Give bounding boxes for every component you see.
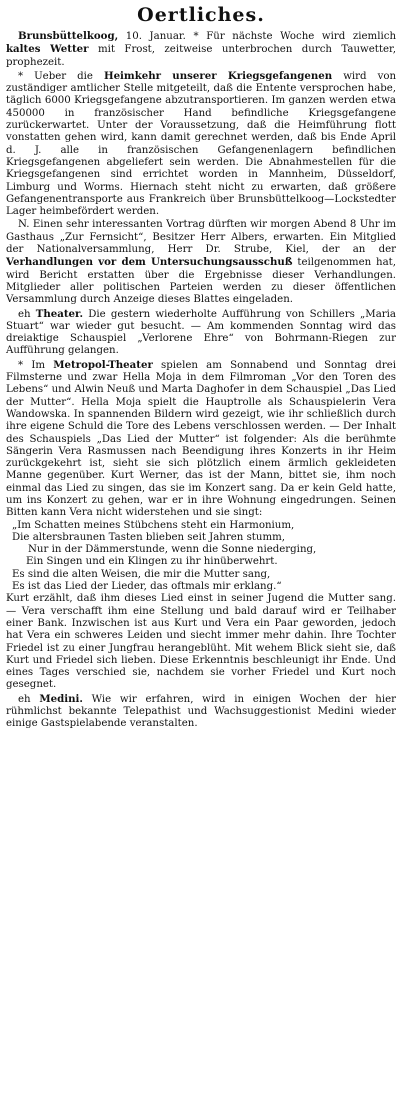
weather-paragraph (6, 30, 396, 69)
weather-text-post: mit Frost, zeitweise unterbrochen durch Tauwetter, prophezeit. (6, 44, 396, 68)
weather-text-bold: kaltes Wetter (6, 43, 89, 56)
metropol-text-pre: * Im (18, 359, 54, 371)
theater-text-pre: eh (18, 308, 36, 320)
metropol-paragraph (6, 359, 396, 520)
weather-text-pre: * Für nächste Woche wird ziemlich (193, 31, 396, 42)
verse-line: Ein Singen und ein Klingen zu ihr hinüberwehrt. (26, 556, 278, 568)
metropol-text-post: spielen am Sonnabend und Sonntag drei Filmsterne und zwar Hella Moja in dem Filmroman „Vor den Toren des Lebens“ und Alwin Neuß und Marta Daghofer in dem Schauspiel „Das Lied der Mutter“. Hella Moja spielt die Hauptrolle als Schauspielerin Vera Wandowska. In spannenden Bildern wird gezeigt, wie ihr schließlich durch ihre eigene Schuld die Tore des Lebens verschlossen werden. — Der Inhalt des Schauspiels „Das Lied der Mutter“ ist folgender: Als die berühmte Sängerin Vera Rasmussen nach Beendigung ihres Konzerts in ihr Heim zurückgekehrt ist, sieht sie sich plötzlich einem ärmlich gekleideten Manne gegenüber. Kurt Werner, das ist der Mann, bittet sie, ihm noch einmal das Lied zu singen, das sie im Konzert sang. Da er kein Geld hatte, um ins Konzert zu gehen, war er in ihre Wohnung eingedrungen. Seinen Bitten kann Vera nicht widerstehen und sie singt: (6, 359, 396, 519)
verse-line: Es sind die alten Weisen, die mir die Mutter sang, (12, 568, 271, 580)
dateline-place: Brunsbüttelkoog, (18, 30, 119, 42)
verse-line: Nur in der Dämmerstunde, wenn die Sonne niederging, (28, 544, 317, 556)
medini-text-post: Wie wir erfahren, wird in einigen Wochen der hier rühmlichst bekannte Telepathist und Wachsuggestionist Medini wieder einige Gastspielabende veranstalten. (6, 693, 396, 730)
story-paragraph: Kurt erzählt, daß ihm dieses Lied einst in seiner Jugend die Mutter sang. — Vera verschafft ihm eine Stellung und bald darauf wird er Teilhaber einer Bank. Inzwischen ist aus Kurt und Vera ein Paar geworden, jedoch hat Vera ein schweres Leiden und siecht immer mehr dahin. Ihre Tochter Friedel ist zu einer Jungfrau herangeblüht. Mit wehem Blick sieht sie, daß Kurt und Friedel sich lieben. Diese Erkenntnis beschleunigt ihr Ende. Und eines Tages verschied sie, nachdem sie vorher Friedel und Kurt noch gesegnet. (6, 593, 396, 691)
medini-paragraph (6, 693, 396, 731)
pow-text-pre: * Ueber die (18, 70, 104, 82)
dateline-date: 10. Januar. (125, 31, 186, 42)
theater-text-post: Die gestern wiederholte Aufführung von Schillers „Maria Stuart“ war wieder gut besucht. — Am kommenden Sonntag wird das dreiaktige Schauspiel „Verlorene Ehre“ von Bohrmann-Riegen zur Aufführung gelangen. (6, 308, 396, 357)
theater-text-bold: Theater. (35, 307, 84, 320)
lecture-text-pre: N. Einen sehr interessanten Vortrag dürften wir morgen Abend 8 Uhr im Gasthaus „Zur Fernsicht“, Besitzer Herr Albers, erwarten. Ein Mitglied der Nationalversammlung, Herr Dr. Strube, Kiel, der an der (6, 219, 396, 256)
lecture-paragraph (6, 219, 396, 306)
lecture-text-bold: Verhandlungen vor dem Untersuchungsausschuß (6, 256, 293, 269)
pow-text-post: wird von zuständiger amtlicher Stelle mitgeteilt, daß die Entente versprochen habe, täglich 6000 Kriegsgefangene abzutransportieren. Im ganzen werden etwa 450000 in französischer Hand befindliche Kriegsgefangene zurückerwartet. Unter der Voraussetzung, daß die Heimführung flott vonstatten gehen wird, kann damit gerechnet werden, daß bis Ende April d. J. alle in französischen Gefangenenlagern befindlichen Kriegsgefangenen abgeliefert sein werden. Die Abnahmestellen für die Kriegsgefangenen sind errichtet worden in Mannheim, Düsseldorf, Limburg und Worms. Hiernach steht nicht zu erwarten, daß größere Gefangenentransporte aus Frankreich über Brunsbüttelkoog—Lockstedter Lager heimbefördert werden. (6, 70, 397, 218)
metropol-text-bold: Metropol-Theater (53, 358, 153, 371)
song-verse (6, 520, 396, 594)
section-headline: Oertliches. (137, 4, 265, 26)
pow-paragraph (6, 70, 396, 219)
pow-text-bold: Heimkehr unserer Kriegsgefangenen (103, 69, 333, 82)
verse-line: Die altersbraunen Tasten blieben seit Jahren stumm, (12, 531, 286, 543)
verse-line: Es ist das Lied der Lieder, das oftmals mir erklang.“ (12, 581, 282, 593)
medini-text-bold: Medini. (39, 692, 83, 705)
verse-line: „Im Schatten meines Stübchens steht ein Harmonium, (12, 519, 295, 531)
lecture-text-post: teilgenommen hat, wird Bericht erstatten über die Ergebnisse dieser Verhandlungen. Mitglieder aller politischen Parteien werden zu dieser öffentlichen Versammlung durch Anzeige dieses Blattes eingeladen. (6, 257, 396, 306)
medini-text-pre: eh (18, 693, 40, 705)
theater-paragraph (6, 308, 396, 358)
dateline (18, 31, 186, 42)
